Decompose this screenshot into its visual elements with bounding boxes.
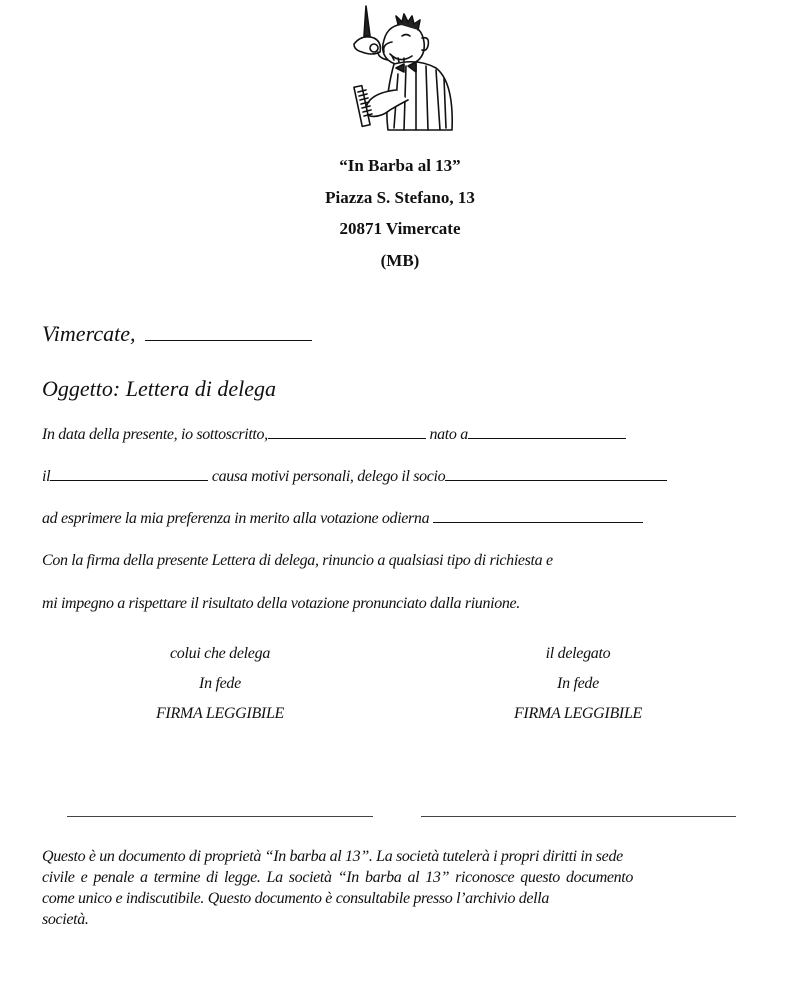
birthplace-blank-field[interactable] xyxy=(468,437,626,439)
footer-line-3: come unico e indiscutibile. Questo documento è consultabile presso l’archivio della xyxy=(42,890,549,907)
body-line-1-text-a: In data della presente, io sottoscritto, xyxy=(42,426,268,443)
signature-left-role: colui che delega xyxy=(169,645,271,662)
signature-line-left[interactable] xyxy=(67,816,373,817)
signature-right-role: il delegato xyxy=(545,645,611,662)
footer-disclaimer xyxy=(42,846,758,930)
business-name: “In Barba al 13” xyxy=(339,156,461,175)
signature-line-right[interactable] xyxy=(421,816,736,817)
delegate-name-blank-field[interactable] xyxy=(445,479,667,481)
footer-line-2: civile e penale a termine di legge. La società “In barba al 13” riconosce questo documento xyxy=(42,869,634,886)
signature-right-fede: In fede xyxy=(557,675,599,692)
body-line-3 xyxy=(42,510,643,528)
body-line-2 xyxy=(42,468,667,486)
footer-line-1: Questo è un documento di proprietà “In barba al 13”. La società tutelerà i propri diritti in sede xyxy=(42,848,623,865)
place-label: Vimercate, xyxy=(42,321,136,346)
body-line-5: mi impegno a rispettare il risultato della votazione pronunciato dalla riunione. xyxy=(42,595,520,612)
birthdate-blank-field[interactable] xyxy=(50,479,208,481)
signatory-name-blank-field[interactable] xyxy=(268,437,426,439)
body-line-4: Con la firma della presente Lettera di delega, rinuncio a qualsiasi tipo di richiesta e xyxy=(42,552,553,569)
footer-line-4: società. xyxy=(42,911,89,928)
body-line-2-text-b: causa motivi personali, delego il socio xyxy=(211,468,446,485)
body-line-1-text-b: nato a xyxy=(429,426,468,443)
body-line-2-text-a: il xyxy=(42,468,51,485)
body-line-3-text: ad esprimere la mia preferenza in merito alla votazione odierna xyxy=(42,510,430,527)
preference-blank-field[interactable] xyxy=(433,521,643,523)
date-blank-field[interactable] xyxy=(145,339,312,341)
signature-left-firma: FIRMA LEGGIBILE xyxy=(155,705,285,722)
signature-left-fede: In fede xyxy=(199,675,241,692)
business-province: (MB) xyxy=(380,251,420,270)
business-street: Piazza S. Stefano, 13 xyxy=(325,188,475,207)
barber-caricature-logo-icon xyxy=(318,0,460,136)
business-city: 20871 Vimercate xyxy=(339,219,461,238)
place-date-row xyxy=(42,321,312,347)
body-line-1 xyxy=(42,426,626,444)
subject-heading: Oggetto: Lettera di delega xyxy=(42,376,277,401)
signature-right-firma: FIRMA LEGGIBILE xyxy=(513,705,643,722)
